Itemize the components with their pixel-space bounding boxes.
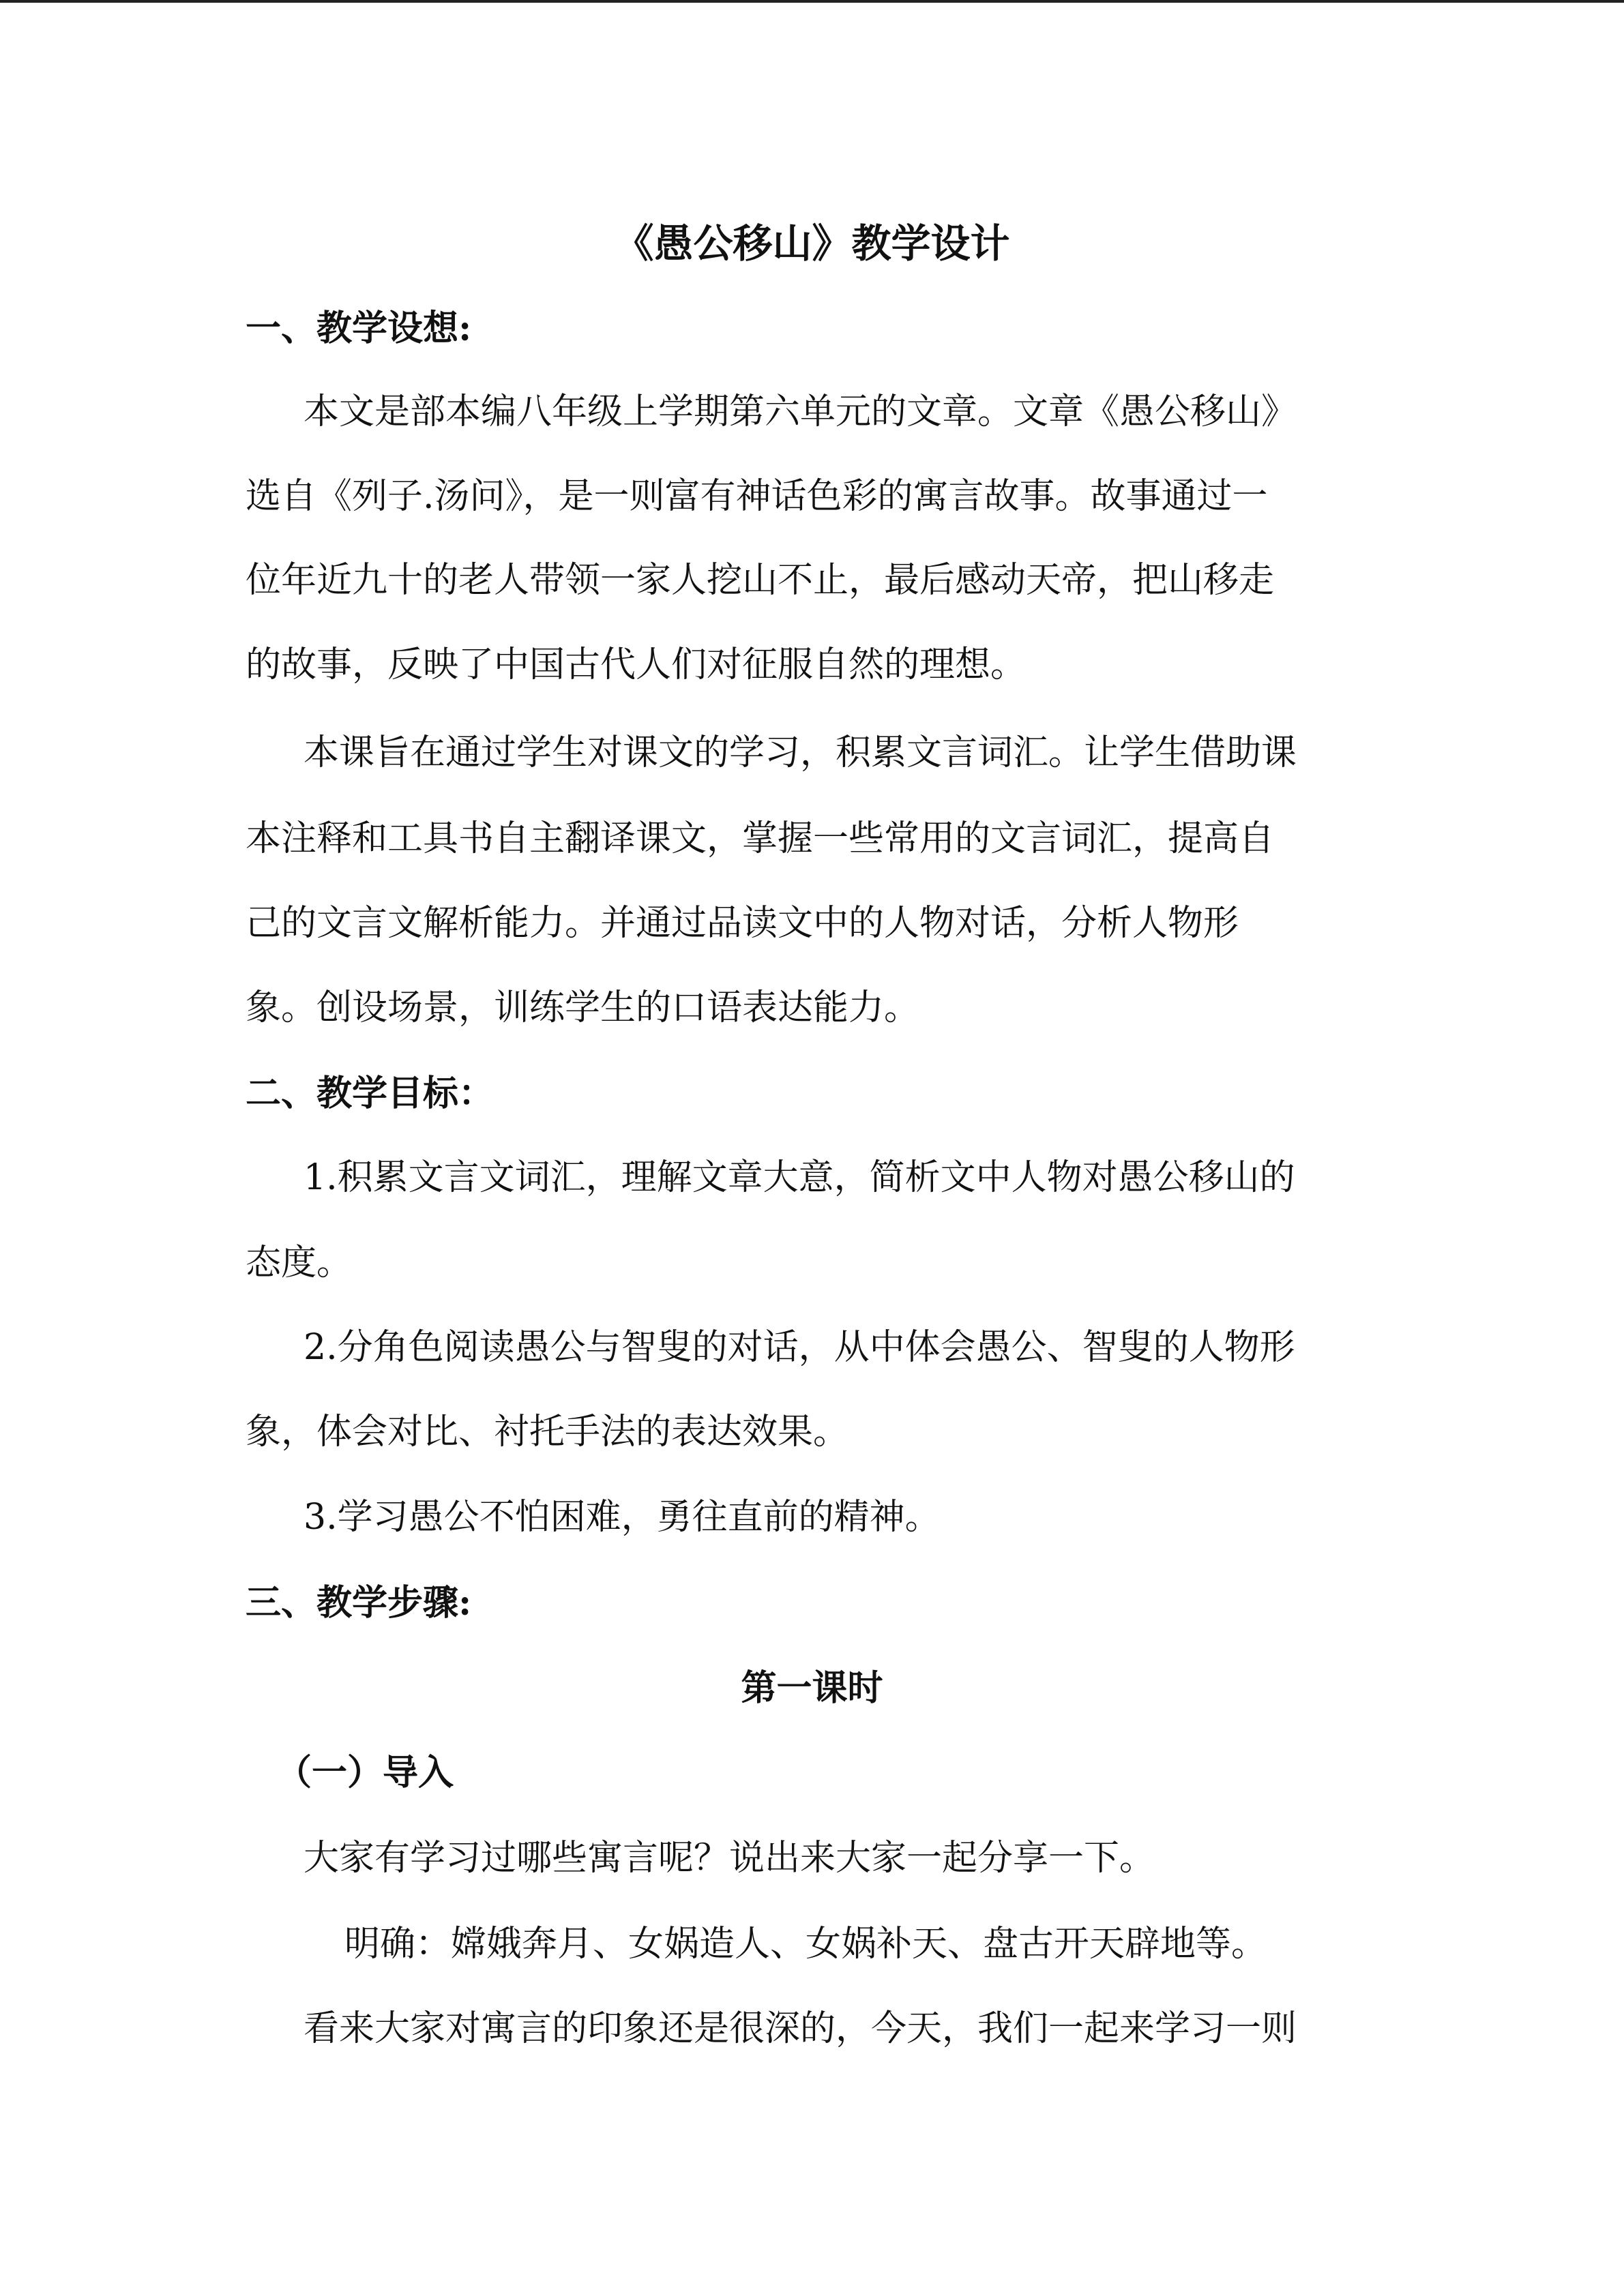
goal-line: 态度。 <box>246 1242 353 1283</box>
goal-line: 3.学习愚公不怕困难，勇往直前的精神。 <box>304 1497 941 1538</box>
paragraph-line: 象。创设场景，训练学生的口语表达能力。 <box>246 987 920 1028</box>
paragraph-line: 本课旨在通过学生对课文的学习，积累文言词汇。让学生借助课 <box>304 732 1297 773</box>
paragraph-line: 位年近九十的老人带领一家人挖山不止，最后感动天帝，把山移走 <box>246 560 1275 601</box>
paragraph-line: 本文是部本编八年级上学期第六单元的文章。文章《愚公移山》 <box>304 391 1297 432</box>
paragraph-line: 的故事，反映了中国古代人们对征服自然的理想。 <box>246 644 1027 685</box>
paragraph-line: 己的文言文解析能力。并通过品读文中的人物对话，分析人物形 <box>246 903 1239 944</box>
paragraph-line: 选自《列子.汤问》，是一则富有神话色彩的寓言故事。故事通过一 <box>246 476 1268 517</box>
section-heading-design: 一、教学设想: <box>246 308 472 349</box>
paragraph-line: 本注释和工具书自主翻译课文，掌握一些常用的文言词汇，提高自 <box>246 818 1275 859</box>
goal-line: 2.分角色阅读愚公与智叟的对话，从中体会愚公、智叟的人物形 <box>304 1327 1295 1368</box>
goal-line: 象，体会对比、衬托手法的表达效果。 <box>246 1412 849 1452</box>
lesson-title: 第一课时 <box>741 1667 883 1709</box>
section-heading-goals: 二、教学目标： <box>246 1073 494 1114</box>
section-heading-steps: 三、教学步骤: <box>246 1582 472 1624</box>
paragraph-line: 明确：嫦娥奔月、女娲造人、女娲补天、盘古开天辟地等。 <box>344 1924 1267 1965</box>
document-title: 《愚公移山》教学设计 <box>614 220 1010 267</box>
subsection-heading-intro: （一）导入 <box>276 1752 454 1793</box>
paragraph-line: 大家有学习过哪些寓言呢？说出来大家一起分享一下。 <box>304 1838 1155 1879</box>
paragraph-line: 看来大家对寓言的印象还是很深的，今天，我们一起来学习一则 <box>304 2008 1297 2049</box>
goal-line: 1.积累文言文词汇，理解文章大意，简析文中人物对愚公移山的 <box>304 1157 1295 1198</box>
